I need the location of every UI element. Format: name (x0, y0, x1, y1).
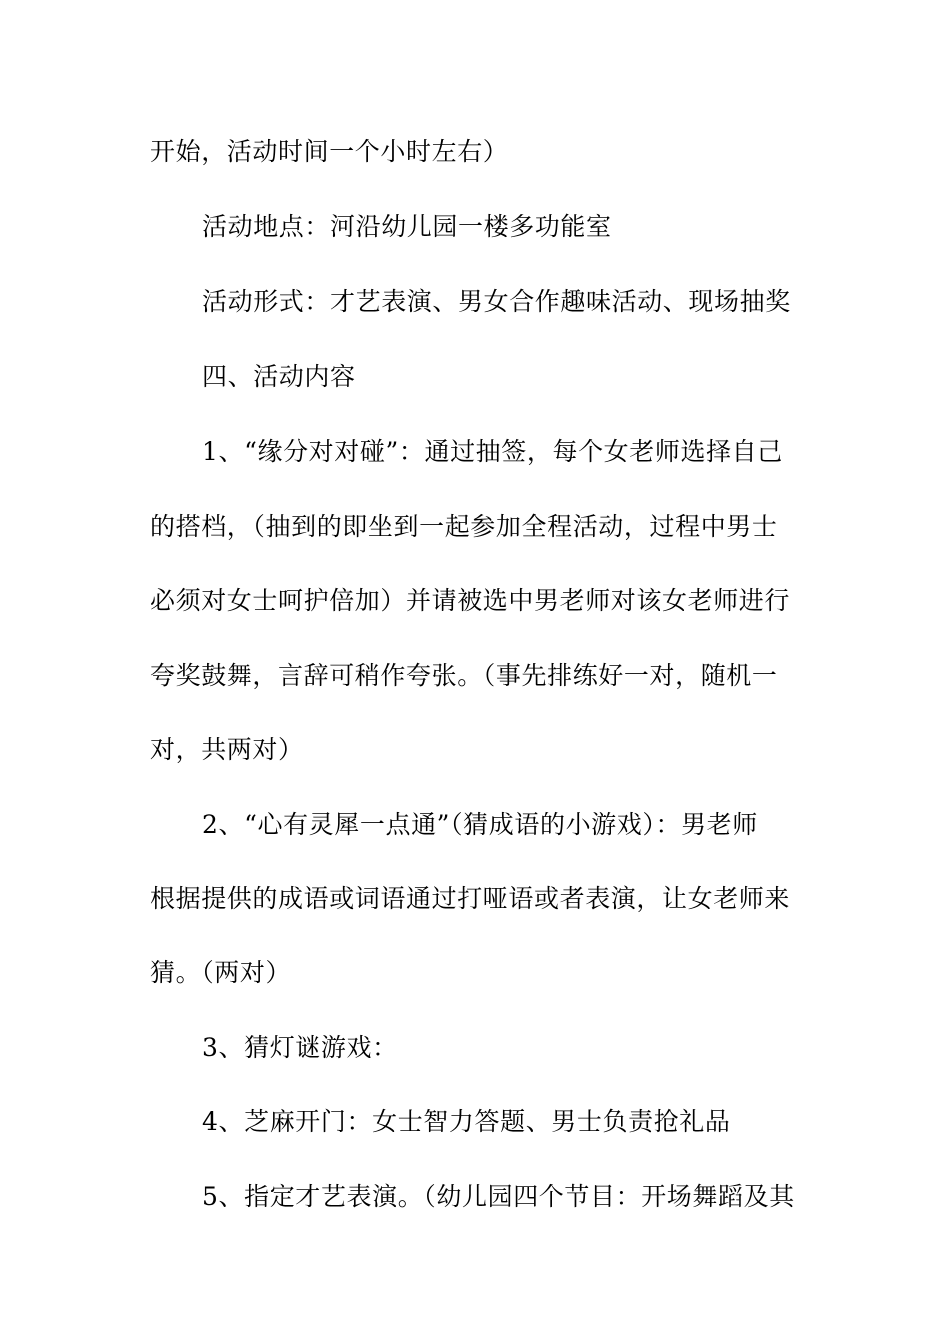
section-heading: 四、活动内容 (202, 362, 356, 391)
item-4: 4、芝麻开门：女士智力答题、男士负责抢礼品 (202, 1107, 731, 1136)
item-1-line-2: 的搭档，（抽到的即坐到一起参加全程活动，过程中男士 (150, 512, 778, 541)
text-line-1: 开始，活动时间一个小时左右） (150, 137, 509, 166)
item-3: 3、猜灯谜游戏： (202, 1033, 398, 1062)
item-5-line-1: 5、指定才艺表演。（幼儿园四个节目：开场舞蹈及其 (202, 1182, 795, 1211)
item-1-line-3: 必须对女士呵护倍加）并请被选中男老师对该女老师进行 (150, 586, 791, 615)
item-2-line-1: 2、“心有灵犀一点通”（猜成语的小游戏）：男老师 (202, 810, 758, 839)
activity-location: 活动地点：河沿幼儿园一楼多功能室 (202, 212, 612, 241)
item-1-line-1: 1、“缘分对对碰”：通过抽签，每个女老师选择自己 (202, 437, 783, 466)
item-2-line-3: 猜。（两对） (150, 958, 292, 987)
item-1-line-4: 夸奖鼓舞，言辞可稍作夸张。（事先排练好一对，随机一 (150, 661, 778, 690)
item-2-line-2: 根据提供的成语或词语通过打哑语或者表演，让女老师来 (150, 884, 791, 913)
item-1-line-5: 对，共两对） (150, 735, 304, 764)
activity-format: 活动形式：才艺表演、男女合作趣味活动、现场抽奖 (202, 287, 791, 316)
